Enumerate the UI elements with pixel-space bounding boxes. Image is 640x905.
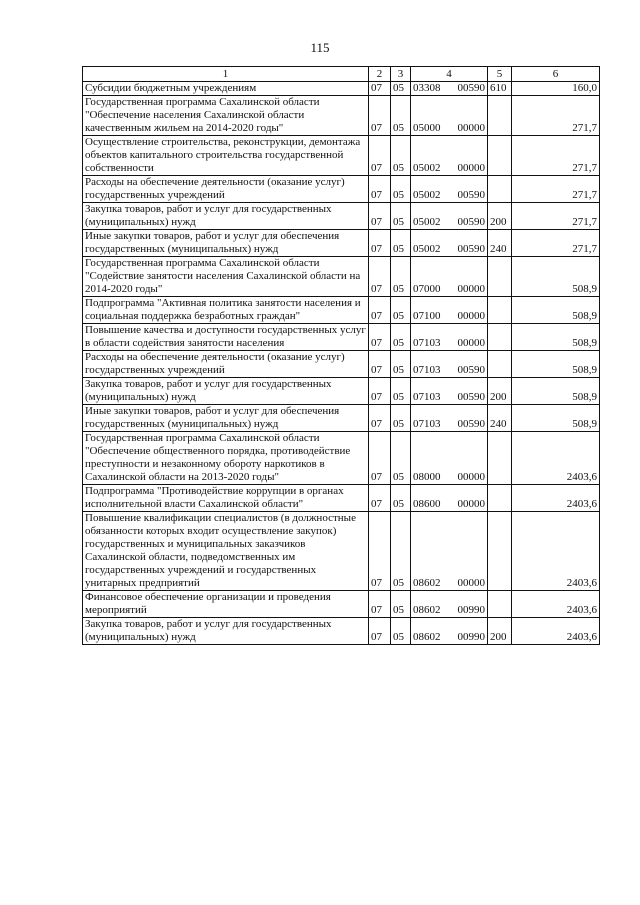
- expense-name: Подпрограмма "Противодействие коррупции в органах исполнительной власти Сахалинской области": [83, 485, 369, 512]
- direction-code: 00000: [457, 162, 485, 174]
- column-header: 1: [83, 67, 369, 82]
- amount: 508,9: [512, 297, 600, 324]
- section-code: 07: [369, 297, 391, 324]
- program-code: 07103: [413, 391, 441, 403]
- subsection-code: 05: [391, 82, 411, 96]
- table-row: [83, 618, 600, 645]
- program-code: 08602: [413, 577, 441, 589]
- direction-code: 00590: [457, 82, 485, 94]
- expense-name: Закупка товаров, работ и услуг для государственных (муниципальных) нужд: [83, 618, 369, 645]
- section-code: 07: [369, 203, 391, 230]
- program-code: 05002: [413, 216, 441, 228]
- subsection-code: 05: [391, 203, 411, 230]
- direction-code: 00990: [457, 604, 485, 616]
- section-code: 07: [369, 351, 391, 378]
- section-code: 07: [369, 82, 391, 96]
- expense-name: Финансовое обеспечение организации и проведения мероприятий: [83, 591, 369, 618]
- column-header: 5: [488, 67, 512, 82]
- expense-name: Государственная программа Сахалинской области "Обеспечение населения Сахалинской области качественным жильем на 2014-2020 годы": [83, 96, 369, 136]
- subsection-code: 05: [391, 351, 411, 378]
- subsection-code: 05: [391, 618, 411, 645]
- expense-type-code: 200: [488, 378, 512, 405]
- subsection-code: 05: [391, 485, 411, 512]
- table-row: [83, 176, 600, 203]
- subsection-code: 05: [391, 591, 411, 618]
- target-article-cell: [411, 351, 488, 378]
- program-code: 08000: [413, 471, 441, 483]
- section-code: 07: [369, 230, 391, 257]
- table-row: [83, 324, 600, 351]
- expense-type-code: 200: [488, 618, 512, 645]
- target-article-cell: [411, 257, 488, 297]
- column-header: 3: [391, 67, 411, 82]
- subsection-code: 05: [391, 96, 411, 136]
- amount: 271,7: [512, 96, 600, 136]
- subsection-code: 05: [391, 405, 411, 432]
- target-article-cell: [411, 203, 488, 230]
- table-row: [83, 96, 600, 136]
- direction-code: 00000: [457, 122, 485, 134]
- expense-name: Закупка товаров, работ и услуг для государственных (муниципальных) нужд: [83, 378, 369, 405]
- expense-name: Повышение качества и доступности государственных услуг в области содействия занятости населения: [83, 324, 369, 351]
- direction-code: 00590: [457, 216, 485, 228]
- table-row: [83, 351, 600, 378]
- expense-name: Закупка товаров, работ и услуг для государственных (муниципальных) нужд: [83, 203, 369, 230]
- amount: 271,7: [512, 176, 600, 203]
- expense-name: Иные закупки товаров, работ и услуг для обеспечения государственных (муниципальных) нужд: [83, 405, 369, 432]
- expense-name: Иные закупки товаров, работ и услуг для обеспечения государственных (муниципальных) нужд: [83, 230, 369, 257]
- expense-name: Повышение квалификации специалистов (в должностные обязанности которых входит осуществление закупок) государственных и муниципальных заказчиков Сахалинской области, подведомственных им государственных учреждений и государственных унитарных предприятий: [83, 512, 369, 591]
- target-article-cell: [411, 405, 488, 432]
- direction-code: 00590: [457, 243, 485, 255]
- expense-type-code: [488, 512, 512, 591]
- direction-code: 00000: [457, 577, 485, 589]
- expense-type-code: [488, 96, 512, 136]
- table-row: [83, 432, 600, 485]
- section-code: 07: [369, 176, 391, 203]
- expense-name: Государственная программа Сахалинской области "Содействие занятости населения Сахалинской области на 2014-2020 годы": [83, 257, 369, 297]
- table-row: [83, 230, 600, 257]
- expense-type-code: [488, 591, 512, 618]
- table-row: [83, 82, 600, 96]
- expense-name: Осуществление строительства, реконструкции, демонтажа объектов капитального строительства государственной собственности: [83, 136, 369, 176]
- expense-type-code: [488, 351, 512, 378]
- target-article-cell: [411, 512, 488, 591]
- target-article-cell: [411, 82, 488, 96]
- section-code: 07: [369, 257, 391, 297]
- program-code: 08602: [413, 604, 441, 616]
- program-code: 07100: [413, 310, 441, 322]
- expense-name: Расходы на обеспечение деятельности (оказание услуг) государственных учреждений: [83, 176, 369, 203]
- amount: 2403,6: [512, 432, 600, 485]
- expense-type-code: 240: [488, 230, 512, 257]
- table-row: [83, 136, 600, 176]
- table-row: [83, 378, 600, 405]
- direction-code: 00000: [457, 471, 485, 483]
- direction-code: 00000: [457, 337, 485, 349]
- amount: 160,0: [512, 82, 600, 96]
- target-article-cell: [411, 136, 488, 176]
- subsection-code: 05: [391, 257, 411, 297]
- amount: 508,9: [512, 351, 600, 378]
- program-code: 07103: [413, 364, 441, 376]
- column-header: 6: [512, 67, 600, 82]
- column-header: 2: [369, 67, 391, 82]
- target-article-cell: [411, 230, 488, 257]
- section-code: 07: [369, 618, 391, 645]
- amount: 271,7: [512, 203, 600, 230]
- expense-type-code: [488, 297, 512, 324]
- expense-name: Государственная программа Сахалинской области "Обеспечение общественного порядка, противодействие преступности и незаконному обороту наркотиков в Сахалинской области на 2013-2020 годы": [83, 432, 369, 485]
- table-row: [83, 591, 600, 618]
- section-code: 07: [369, 324, 391, 351]
- section-code: 07: [369, 405, 391, 432]
- table-row: [83, 512, 600, 591]
- direction-code: 00000: [457, 310, 485, 322]
- column-header: 4: [411, 67, 488, 82]
- expense-name: Субсидии бюджетным учреждениям: [83, 82, 369, 96]
- subsection-code: 05: [391, 432, 411, 485]
- target-article-cell: [411, 324, 488, 351]
- subsection-code: 05: [391, 176, 411, 203]
- direction-code: 00590: [457, 189, 485, 201]
- direction-code: 00590: [457, 364, 485, 376]
- section-code: 07: [369, 432, 391, 485]
- amount: 271,7: [512, 136, 600, 176]
- subsection-code: 05: [391, 324, 411, 351]
- program-code: 08602: [413, 631, 441, 643]
- direction-code: 00000: [457, 283, 485, 295]
- amount: 508,9: [512, 405, 600, 432]
- direction-code: 00590: [457, 391, 485, 403]
- target-article-cell: [411, 591, 488, 618]
- amount: 2403,6: [512, 591, 600, 618]
- section-code: 07: [369, 485, 391, 512]
- section-code: 07: [369, 512, 391, 591]
- expense-name: Расходы на обеспечение деятельности (оказание услуг) государственных учреждений: [83, 351, 369, 378]
- expense-type-code: [488, 485, 512, 512]
- amount: 508,9: [512, 324, 600, 351]
- expense-type-code: [488, 136, 512, 176]
- expense-type-code: 200: [488, 203, 512, 230]
- program-code: 03308: [413, 82, 441, 94]
- expense-type-code: [488, 432, 512, 485]
- direction-code: 00590: [457, 418, 485, 430]
- target-article-cell: [411, 297, 488, 324]
- expense-type-code: [488, 257, 512, 297]
- section-code: 07: [369, 96, 391, 136]
- program-code: 05000: [413, 122, 441, 134]
- amount: 2403,6: [512, 512, 600, 591]
- table-row: [83, 257, 600, 297]
- table-row: [83, 297, 600, 324]
- expense-type-code: 240: [488, 405, 512, 432]
- target-article-cell: [411, 432, 488, 485]
- expense-type-code: [488, 176, 512, 203]
- program-code: 07000: [413, 283, 441, 295]
- target-article-cell: [411, 378, 488, 405]
- amount: 508,9: [512, 378, 600, 405]
- subsection-code: 05: [391, 297, 411, 324]
- amount: 508,9: [512, 257, 600, 297]
- program-code: 05002: [413, 162, 441, 174]
- target-article-cell: [411, 176, 488, 203]
- section-code: 07: [369, 136, 391, 176]
- program-code: 05002: [413, 243, 441, 255]
- program-code: 08600: [413, 498, 441, 510]
- table-row: [83, 405, 600, 432]
- target-article-cell: [411, 485, 488, 512]
- page-number: 115: [310, 40, 330, 55]
- direction-code: 00000: [457, 498, 485, 510]
- section-code: 07: [369, 378, 391, 405]
- table-header-row: [83, 67, 600, 82]
- amount: 2403,6: [512, 485, 600, 512]
- budget-table: [82, 66, 600, 645]
- program-code: 05002: [413, 189, 441, 201]
- expense-type-code: 610: [488, 82, 512, 96]
- subsection-code: 05: [391, 378, 411, 405]
- amount: 271,7: [512, 230, 600, 257]
- table-row: [83, 485, 600, 512]
- program-code: 07103: [413, 418, 441, 430]
- section-code: 07: [369, 591, 391, 618]
- target-article-cell: [411, 618, 488, 645]
- program-code: 07103: [413, 337, 441, 349]
- subsection-code: 05: [391, 230, 411, 257]
- expense-name: Подпрограмма "Активная политика занятости населения и социальная поддержка безработных граждан": [83, 297, 369, 324]
- expense-type-code: [488, 324, 512, 351]
- direction-code: 00990: [457, 631, 485, 643]
- table-row: [83, 203, 600, 230]
- subsection-code: 05: [391, 512, 411, 591]
- subsection-code: 05: [391, 136, 411, 176]
- amount: 2403,6: [512, 618, 600, 645]
- target-article-cell: [411, 96, 488, 136]
